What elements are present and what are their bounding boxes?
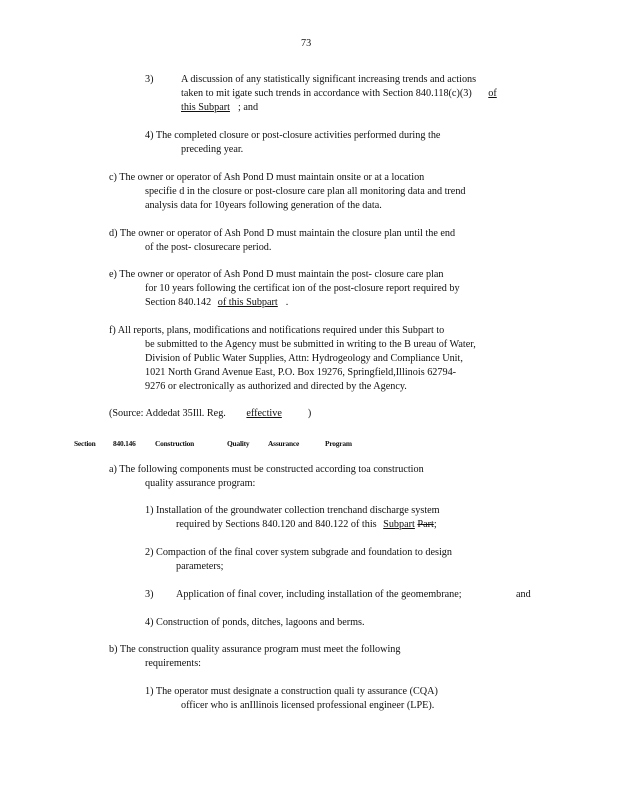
text-fragment: . — [285, 297, 289, 308]
page-number: 73 — [301, 38, 312, 49]
underlined-text: Subpart — [383, 519, 415, 530]
source-note — [109, 407, 311, 420]
text-line: A discussion of any statistically significant increasing trends and actions — [181, 74, 477, 85]
text-line: f) All reports, plans, modifications and notifications required under this Subpart to — [109, 325, 445, 336]
text-line: Application of final cover, including installation of the geomembrane; — [176, 589, 462, 600]
text-line: 4) The completed closure or post-closure activities performed during the — [145, 130, 441, 141]
text-line: analysis data for 10years following generation of the data. — [145, 200, 382, 211]
text-line: 1) Installation of the groundwater collection trenchand discharge system — [145, 505, 440, 516]
text-line: parameters; — [176, 561, 224, 572]
item-number: 3) — [145, 589, 154, 600]
text-line: Division of Public Water Supplies, Attn: Hydrogeology and Compliance Unit, — [145, 353, 463, 364]
text-line — [181, 101, 258, 114]
text-line: preceding year. — [181, 144, 244, 155]
text-line — [145, 296, 288, 309]
text-line — [176, 518, 437, 531]
section-number: 840.146 — [113, 439, 136, 448]
text-line: d) The owner or operator of Ash Pond D must maintain the closure plan until the end — [109, 228, 456, 239]
text-line: quality assurance program: — [145, 478, 256, 489]
text-line: be submitted to the Agency must be submitted in writing to the B ureau of Water, — [145, 339, 476, 350]
text-line — [181, 87, 497, 100]
text-fragment: and — [516, 589, 531, 600]
text-line: requirements: — [145, 658, 202, 669]
text-fragment: (Source: Addedat 35Ill. Reg. — [109, 408, 226, 419]
section-title-word: Quality — [227, 439, 250, 448]
text-line: e) The owner or operator of Ash Pond D must maintain the post- closure care plan — [109, 269, 444, 280]
underlined-text: effective — [246, 408, 282, 419]
text-line: a) The following components must be constructed according toa construction — [109, 464, 424, 475]
text-line: of the post- closurecare period. — [145, 242, 272, 253]
underlined-text: this Subpart — [181, 102, 230, 113]
text-fragment: taken to mit igate such trends in accordance with Section 840.118(c)(3) — [181, 88, 472, 99]
text-line: 9276 or electronically as authorized and directed by the Agency. — [145, 381, 407, 392]
text-fragment: required by Sections 840.120 and 840.122 of this — [176, 519, 377, 530]
section-title-word: Construction — [155, 439, 195, 448]
text-line: 1) The operator must designate a construction quali ty assurance (CQA) — [145, 686, 438, 697]
underlined-text: of this Subpart — [217, 297, 278, 308]
section-title-word: Assurance — [268, 439, 300, 448]
text-line: officer who is anIllinois licensed professional engineer (LPE). — [181, 700, 435, 711]
underlined-text: of — [488, 88, 497, 99]
text-fragment: ; — [433, 519, 437, 530]
item-number: 3) — [145, 74, 154, 85]
text-line: 1021 North Grand Avenue East, P.O. Box 19276, Springfield,Illinois 62794- — [145, 367, 457, 378]
text-fragment: ; and — [237, 102, 259, 113]
text-fragment: ) — [307, 408, 312, 419]
section-title-word: Program — [325, 439, 352, 448]
text-line: for 10 years following the certificat ion of the post-closure report required by — [145, 283, 460, 294]
section-label: Section — [74, 439, 96, 448]
text-line: specifie d in the closure or post-closure care plan all monitoring data and trend — [145, 186, 466, 197]
struck-text: Part — [417, 519, 434, 530]
text-line: 4) Construction of ponds, ditches, lagoons and berms. — [145, 617, 365, 628]
text-line: b) The construction quality assurance program must meet the following — [109, 644, 401, 655]
text-line: 2) Compaction of the final cover system subgrade and foundation to design — [145, 547, 452, 558]
text-line: c) The owner or operator of Ash Pond D must maintain onsite or at a location — [109, 172, 425, 183]
text-fragment: Section 840.142 — [145, 297, 212, 308]
